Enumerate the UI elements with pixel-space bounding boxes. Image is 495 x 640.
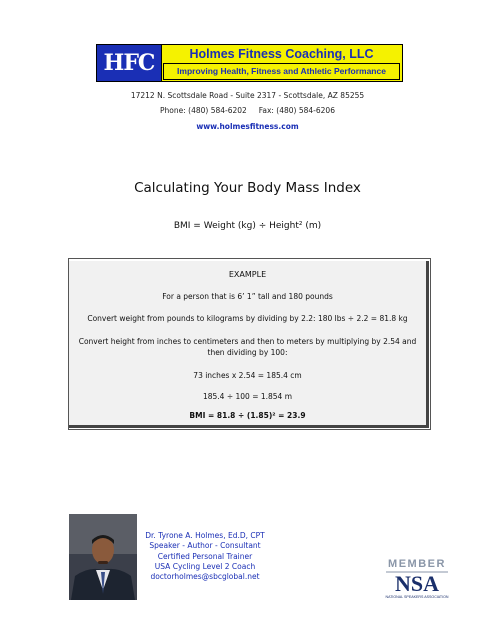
nsa-member-badge [372,555,462,600]
company-tagline: Improving Health, Fitness and Athletic Performance [163,63,400,80]
example-heading: EXAMPLE [228,270,267,279]
author-email-link[interactable]: doctorholmes@sbcglobal.net [150,572,260,582]
example-box [68,258,431,430]
author-name: Dr. Tyrone A. Holmes, Ed.D, CPT [145,531,265,540]
example-box-inner [69,261,429,428]
company-website-link[interactable]: www.holmesfitness.com [196,122,299,131]
example-line-m: 185.4 ÷ 100 = 1.854 m [202,392,293,401]
example-line-height-a: Convert height from inches to centimeters and then to meters by multiplying by 2.54 and [78,337,417,346]
company-address: 17212 N. Scottsdale Road - Suite 2317 - Scottsdale, AZ 85255 [130,91,365,100]
company-name: Holmes Fitness Coaching, LLC [189,47,374,61]
example-line-height-b: then dividing by 100: [207,348,288,357]
badge-org-text: NATIONAL SPEAKERS ASSOCIATION [385,595,449,599]
author-roles: Speaker - Author - Consultant [149,541,261,551]
author-cert-cycling: USA Cycling Level 2 Coach [154,561,256,571]
example-result: BMI = 81.8 ÷ (1.85)² = 23.9 [189,411,306,420]
company-phone-fax: Phone: (480) 584-6202 Fax: (480) 584-6206 [160,106,335,115]
author-cert-trainer: Certified Personal Trainer [157,551,253,561]
bmi-formula: BMI = Weight (kg) ÷ Height² (m) [173,221,322,231]
author-photo [69,514,137,600]
badge-nsa-text: NSA [394,571,440,596]
hfc-logo: HFC [97,45,162,81]
example-line-cm: 73 inches x 2.54 = 185.4 cm [193,371,302,380]
badge-member-text: MEMBER [388,558,446,570]
document-title: Calculating Your Body Mass Index [134,180,361,196]
author-bio [140,531,270,582]
example-line-weight: Convert weight from pounds to kilograms by dividing by 2.2: 180 lbs ÷ 2.2 = 81.8 kg [87,314,408,323]
letterhead-banner [96,44,403,82]
example-line-person: For a person that is 6’ 1” tall and 180 pounds [162,292,333,301]
